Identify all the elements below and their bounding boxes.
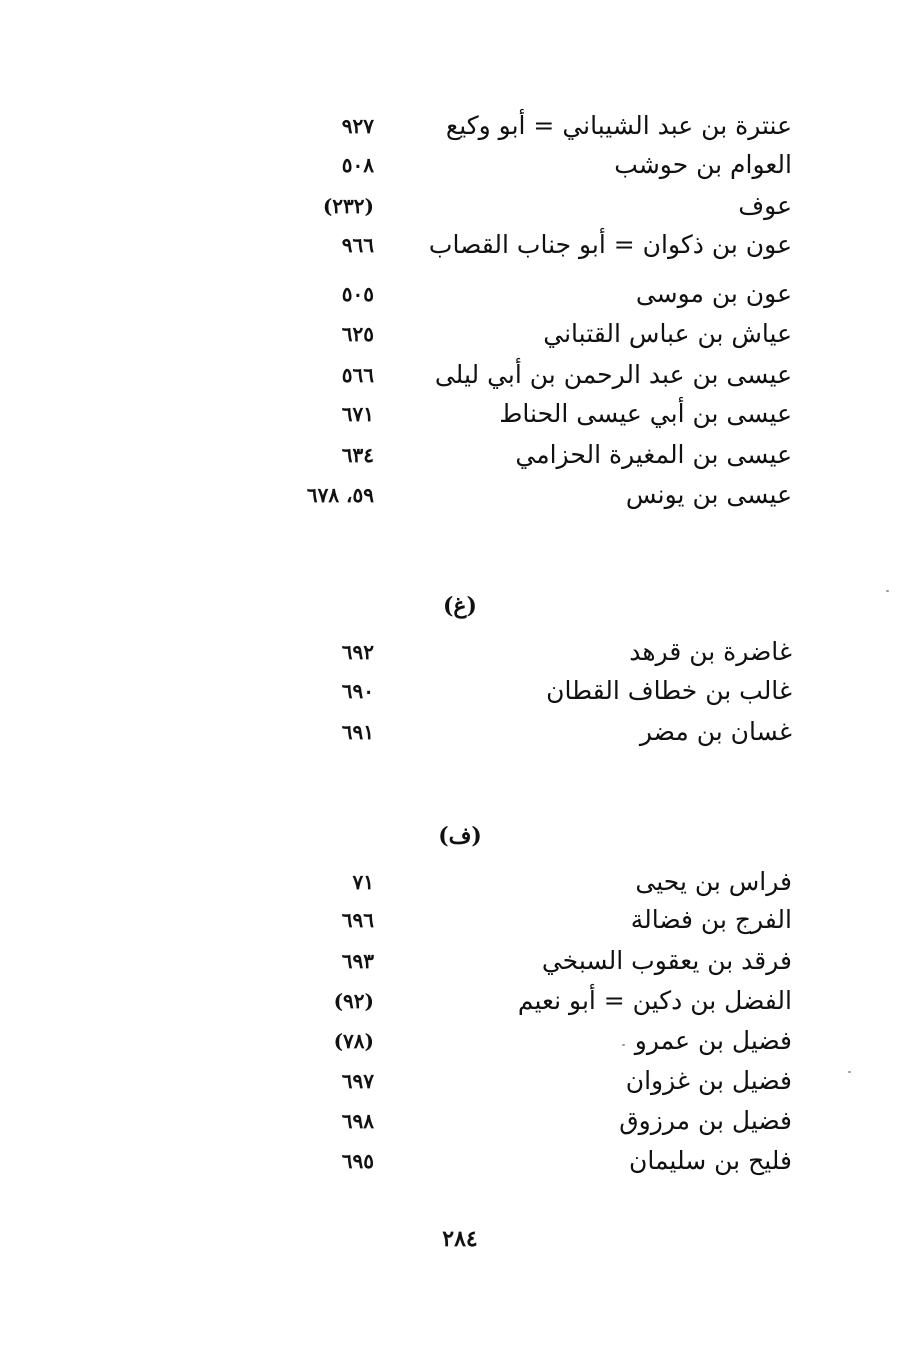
entry-name: عيسى بن عبد الرحمن بن أبي ليلى	[434, 360, 792, 389]
entry-reference: ٦٧١	[341, 402, 374, 426]
index-entry	[0, 981, 920, 1021]
entry-reference: ٦٩١	[341, 720, 374, 744]
entry-reference: ٦٩٢	[341, 640, 374, 664]
index-entry	[0, 106, 920, 146]
entry-reference: ٥٠٨	[341, 153, 374, 177]
entry-name: عياش بن عباس القتباني	[543, 319, 792, 348]
index-entry	[0, 274, 920, 314]
entry-reference: ٦٩٨	[341, 1109, 374, 1133]
entry-reference: ٥٠٥	[341, 282, 374, 306]
index-entry	[0, 712, 920, 752]
page-number: ٢٨٤	[442, 1226, 478, 1252]
index-entry	[0, 1021, 920, 1061]
entry-name: فراس بن يحيى	[635, 867, 792, 896]
index-entry	[0, 186, 920, 226]
entry-name: عيسى بن المغيرة الحزامي	[515, 440, 792, 469]
entry-reference: ٥٦٦	[341, 363, 374, 387]
entry-name: غسان بن مضر	[639, 717, 792, 746]
index-entry	[0, 1141, 920, 1181]
entry-name: غاضرة بن قرهد	[629, 637, 792, 666]
section-heading: (غ)	[443, 593, 477, 619]
index-entry	[0, 475, 920, 515]
index-entry	[0, 632, 920, 672]
entry-name: عيسى بن يونس	[625, 480, 792, 509]
entry-reference: ٦٣٤	[341, 443, 374, 467]
entry-reference: ٦٢٥	[341, 322, 374, 346]
scan-speck	[886, 590, 889, 592]
index-entry	[0, 862, 920, 902]
entry-name: عنترة بن عبد الشيباني = أبو وكيع	[445, 111, 792, 140]
index-entry	[0, 1101, 920, 1141]
entry-name: عون بن موسى	[635, 279, 792, 308]
index-entry	[0, 941, 920, 981]
entry-name: الفضل بن دكين = أبو نعيم	[517, 986, 792, 1015]
entry-reference: ٥٩، ٦٧٨	[306, 483, 374, 507]
entry-reference: ٦٩٣	[341, 949, 374, 973]
entry-name: فضيل بن مرزوق	[619, 1106, 792, 1135]
entry-name: عيسى بن أبي عيسى الحناط	[499, 399, 792, 428]
entry-reference: ٧١	[352, 870, 374, 894]
index-entry	[0, 394, 920, 434]
entry-reference: ٩٦٦	[341, 233, 374, 257]
entry-name: العوام بن حوشب	[614, 150, 792, 179]
entry-reference: ٦٩٦	[341, 908, 374, 932]
index-entry	[0, 225, 920, 265]
entry-reference: (٩٢)	[333, 989, 374, 1013]
entry-reference: (٢٣٢)	[322, 194, 374, 218]
entry-reference: ٩٢٧	[341, 114, 374, 138]
entry-name: فليح بن سليمان	[629, 1146, 792, 1175]
entry-reference: (٧٨)	[333, 1029, 374, 1053]
index-entry	[0, 1061, 920, 1101]
section-heading: (ف)	[438, 823, 482, 849]
index-entry	[0, 145, 920, 185]
index-entry	[0, 355, 920, 395]
entry-name: عوف	[738, 191, 792, 220]
entry-reference: ٦٩٧	[341, 1069, 374, 1093]
index-entry	[0, 671, 920, 711]
entry-name: غالب بن خطاف القطان	[546, 676, 792, 705]
index-entry	[0, 900, 920, 940]
entry-name: فرقد بن يعقوب السبخي	[541, 946, 792, 975]
entry-name: فضيل بن عمرو	[634, 1026, 792, 1055]
scan-speck	[848, 1071, 851, 1073]
index-entry	[0, 314, 920, 354]
entry-name: عون بن ذكوان = أبو جناب القصاب	[428, 230, 792, 259]
entry-name: الفرج بن فضالة	[630, 905, 792, 934]
entry-reference: ٦٩٥	[341, 1149, 374, 1173]
index-entry	[0, 435, 920, 475]
entry-reference: ٦٩٠	[341, 679, 374, 703]
scan-speck	[622, 1044, 625, 1046]
entry-name: فضيل بن غزوان	[625, 1066, 792, 1095]
